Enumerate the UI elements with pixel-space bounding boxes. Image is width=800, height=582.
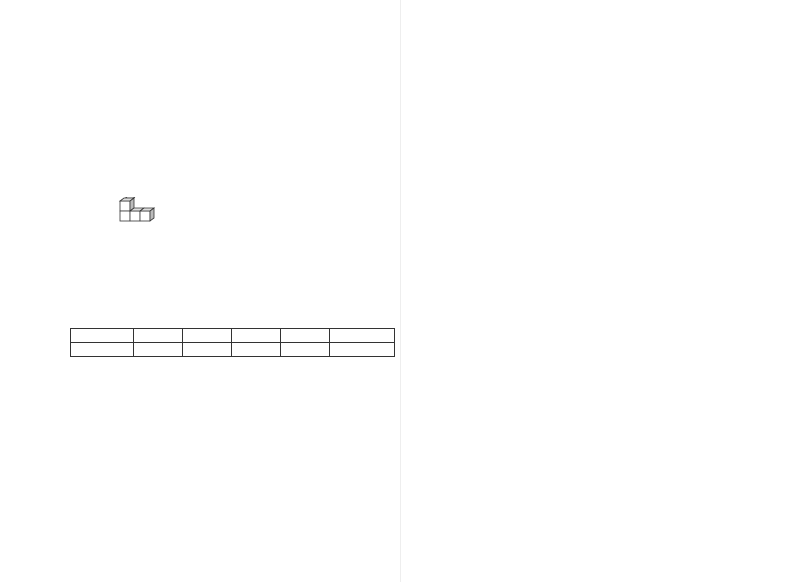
table-row xyxy=(71,343,395,357)
table-row-label xyxy=(71,343,134,357)
table-header-cell xyxy=(330,329,395,343)
table-header-cell xyxy=(232,329,281,343)
table-cell[interactable] xyxy=(232,343,281,357)
table-cell[interactable] xyxy=(183,343,232,357)
table-header-cell xyxy=(281,329,330,343)
page-fold xyxy=(400,0,401,582)
frequency-table xyxy=(70,328,395,357)
table-header-cell xyxy=(134,329,183,343)
drawing-grid xyxy=(176,193,328,227)
bar-chart xyxy=(120,416,350,538)
table-header-row xyxy=(71,329,395,343)
table-cell[interactable] xyxy=(330,343,395,357)
cube-figure xyxy=(116,197,160,225)
table-cell[interactable] xyxy=(281,343,330,357)
table-cell[interactable] xyxy=(134,343,183,357)
table-header-cell xyxy=(183,329,232,343)
table-header-cell xyxy=(71,329,134,343)
